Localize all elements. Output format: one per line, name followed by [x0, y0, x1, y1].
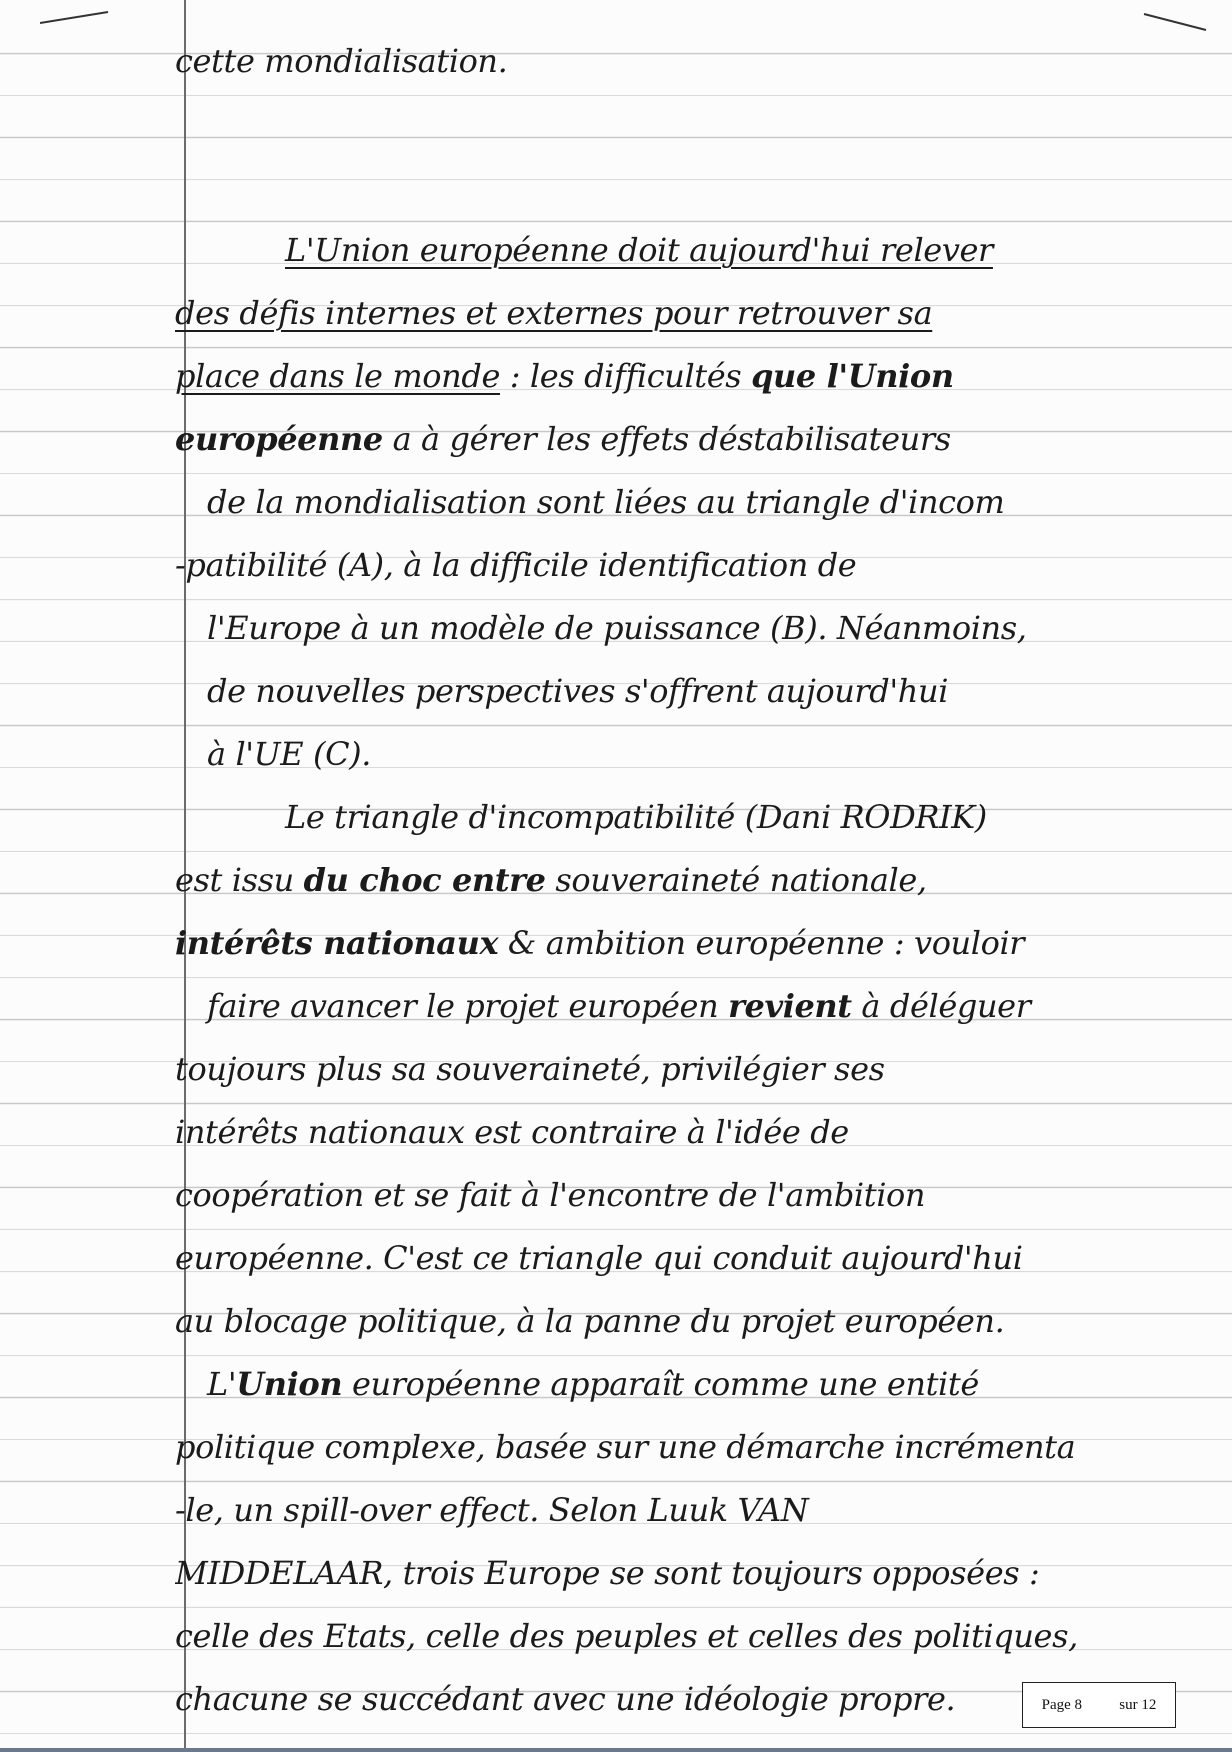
text-segment: européenne — [175, 420, 383, 458]
text-segment: MIDDELAAR, trois Europe se sont toujours opposées : — [175, 1554, 1040, 1592]
text-segment: celle des Etats, celle des peuples et celles des politiques, — [175, 1617, 1078, 1655]
text-segment: Union — [236, 1365, 343, 1403]
text-segment: du choc entre — [303, 861, 546, 899]
scan-bottom-edge — [0, 1748, 1232, 1752]
text-segment: intérêts nationaux — [175, 924, 499, 962]
text-segment: de la mondialisation sont liées au triangle d'incom — [207, 483, 1005, 521]
text-segment: revient — [728, 987, 852, 1025]
text-line — [175, 912, 1215, 975]
text-line — [175, 1227, 1215, 1290]
text-segment: L'Union européenne doit aujourd'hui relever — [285, 231, 993, 269]
text-segment: L' — [207, 1365, 237, 1403]
text-line — [175, 534, 1215, 597]
text-segment: européenne apparaît comme une entité — [342, 1365, 979, 1403]
text-line — [175, 1416, 1215, 1479]
text-segment: faire avancer le projet européen — [207, 987, 729, 1025]
text-segment: a à gérer les effets déstabilisateurs — [382, 420, 951, 458]
page-total: sur 12 — [1119, 1696, 1157, 1713]
text-segment: chacune se succédant avec une idéologie propre. — [175, 1680, 956, 1718]
text-segment: place dans le monde — [175, 357, 500, 395]
text-segment: au blocage politique, à la panne du projet européen. — [175, 1302, 1005, 1340]
text-line — [175, 345, 1215, 408]
text-line — [175, 408, 1215, 471]
text-line — [175, 786, 1215, 849]
text-segment: & ambition européenne : vouloir — [498, 924, 1025, 962]
text-line — [175, 660, 1215, 723]
text-segment: que l'Union — [751, 357, 954, 395]
text-segment: cette mondialisation. — [175, 42, 508, 80]
corner-mark-left — [40, 10, 110, 36]
text-segment: -le, un spill-over effect. Selon Luuk VAN — [175, 1491, 809, 1529]
handwritten-text — [175, 30, 1215, 1731]
text-line — [175, 975, 1215, 1038]
text-segment: est issu — [175, 861, 304, 899]
text-segment: de nouvelles perspectives s'offrent aujourd'hui — [207, 672, 949, 710]
text-line — [175, 93, 1215, 156]
text-line — [175, 1164, 1215, 1227]
text-segment: européenne. C'est ce triangle qui conduit aujourd'hui — [175, 1239, 1023, 1277]
text-line — [175, 219, 1215, 282]
text-segment: coopération et se fait à l'encontre de l'ambition — [175, 1176, 926, 1214]
text-line — [175, 1290, 1215, 1353]
text-line — [175, 597, 1215, 660]
text-line — [175, 471, 1215, 534]
page-number-box — [1022, 1682, 1176, 1728]
text-segment: politique complexe, basée sur une démarche incrémenta — [175, 1428, 1076, 1466]
text-line — [175, 1542, 1215, 1605]
text-segment: à l'UE (C). — [207, 735, 372, 773]
text-segment: : les difficultés — [499, 357, 752, 395]
text-line — [175, 1605, 1215, 1668]
text-line — [175, 1038, 1215, 1101]
page-label: Page 8 — [1041, 1696, 1083, 1713]
text-line — [175, 30, 1215, 93]
text-segment: souveraineté nationale, — [545, 861, 927, 899]
text-line — [175, 156, 1215, 219]
text-segment: intérêts nationaux est contraire à l'idée de — [175, 1113, 849, 1151]
text-line — [175, 849, 1215, 912]
text-line — [175, 723, 1215, 786]
text-line — [175, 1353, 1215, 1416]
text-line — [175, 1101, 1215, 1164]
text-segment: toujours plus sa souveraineté, privilégier ses — [175, 1050, 885, 1088]
text-line — [175, 282, 1215, 345]
text-segment: Le triangle d'incompatibilité (Dani RODRIK) — [285, 798, 987, 836]
text-segment: l'Europe à un modèle de puissance (B). Néanmoins, — [207, 609, 1027, 647]
text-segment: des défis internes et externes pour retrouver sa — [175, 294, 933, 332]
text-segment: à déléguer — [851, 987, 1031, 1025]
text-line — [175, 1479, 1215, 1542]
text-segment: -patibilité (A), à la difficile identification de — [175, 546, 857, 584]
